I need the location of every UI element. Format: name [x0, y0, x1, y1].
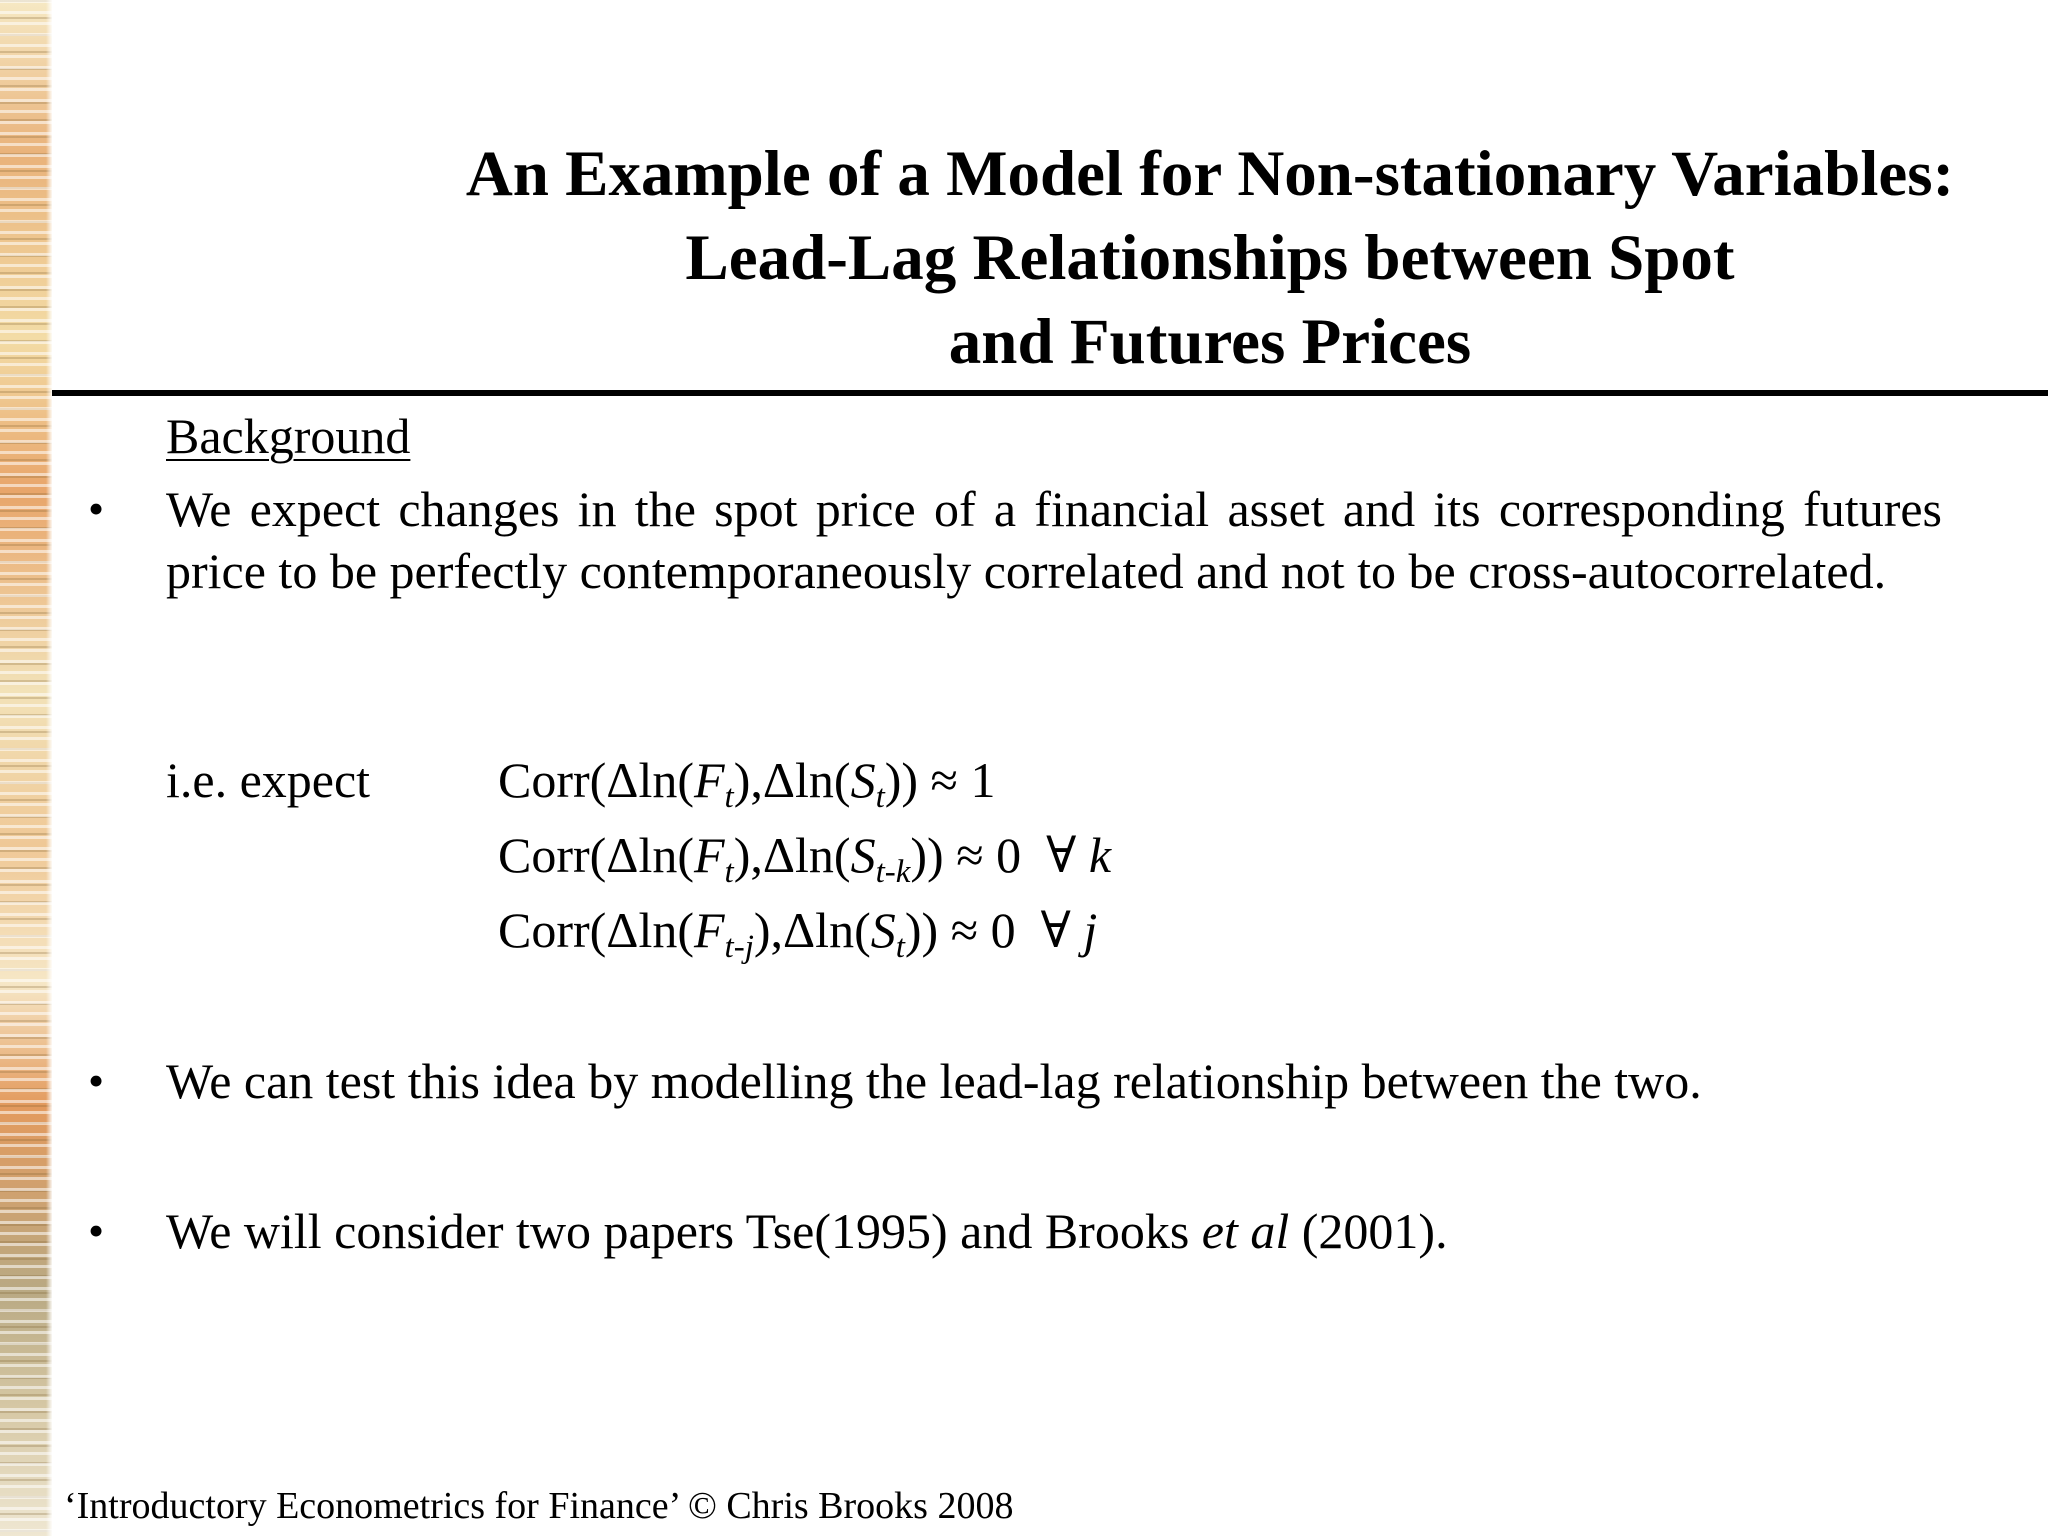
bullet-text-1: We expect changes in the spot price of a financial asset and its corresponding futures price to be perfectly contemporaneously correlated and not to be cross-autocorrelated. [166, 481, 1942, 599]
title-divider [52, 390, 2048, 396]
equation-2: $Corr(\Delta\ln(F_t),\Delta\ln(S_{t-k})) \approx 0$ ∀ k [498, 827, 1112, 890]
title-line-3: and Futures Prices [948, 306, 1472, 378]
bullet-text-2: We can test this idea by modelling the lead-lag relationship between the two. [166, 1053, 1702, 1109]
equation-3: $Corr(\Delta\ln(F_{t-j}),\Delta\ln(S_t)) \approx 0$ ∀ j [498, 902, 1098, 965]
ie-expect-label: i.e. expect [166, 752, 371, 808]
bullet-marker-1: • [88, 483, 105, 534]
bullet-marker-2: • [88, 1055, 105, 1106]
slide-title [395, 132, 2025, 384]
equation-1: $Corr(\Delta\ln(F_t),\Delta\ln(S_t)) \approx 1$ [498, 752, 996, 815]
decorative-side-stripe [0, 0, 52, 1536]
title-line-1: An Example of a Model for Non-stationary Variables: [465, 138, 1955, 210]
forall-symbol: ∀ [1040, 902, 1071, 958]
forall-symbol: ∀ [1046, 827, 1077, 883]
bullet-text-3: We will consider two papers Tse(1995) and Brooks et al (2001). [166, 1203, 1448, 1259]
bullet-marker-3: • [88, 1205, 105, 1256]
footer-copyright: ‘Introductory Econometrics for Finance’ © Chris Brooks 2008 [64, 1485, 1014, 1527]
title-line-2: Lead-Lag Relationships between Spot [685, 222, 1735, 294]
background-heading: Background [166, 408, 411, 464]
